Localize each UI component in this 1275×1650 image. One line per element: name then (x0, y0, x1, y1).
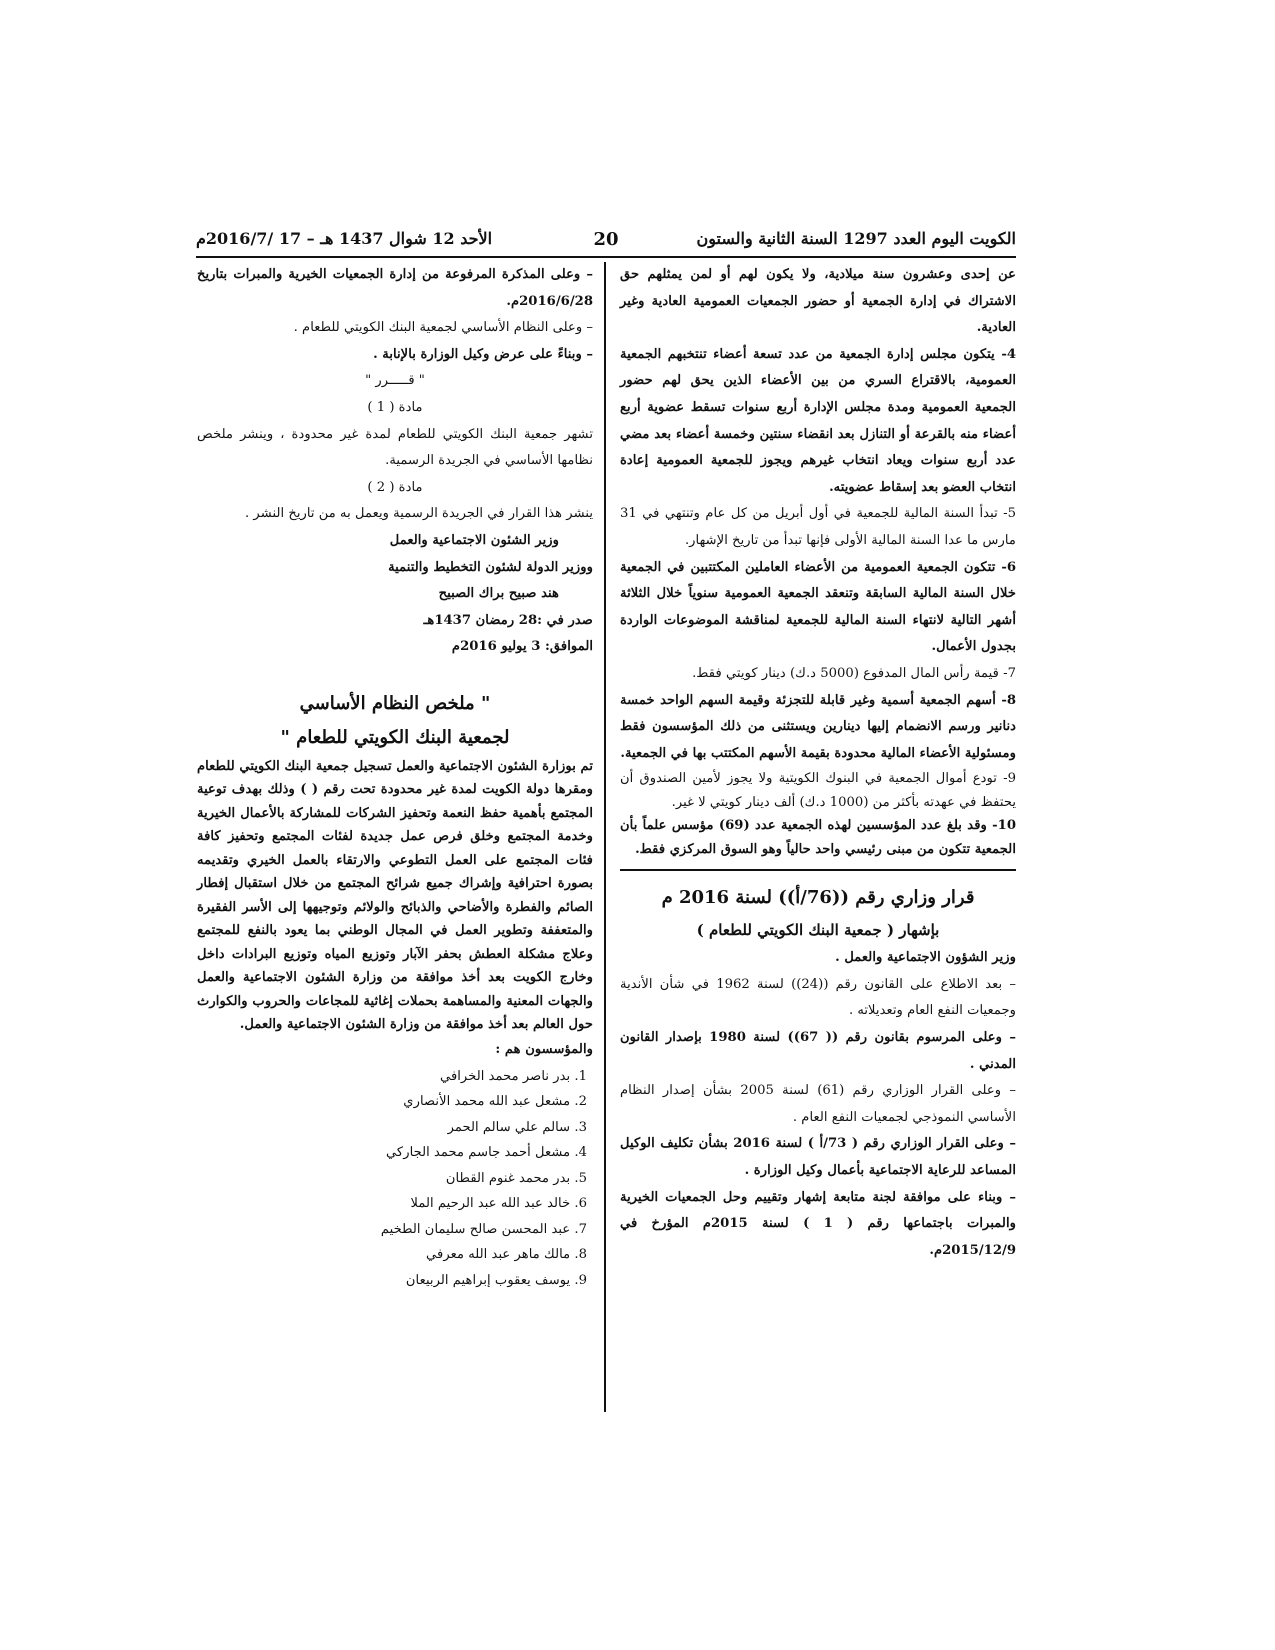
header-rule (196, 256, 1016, 258)
summary-subtitle: لجمعية البنك الكويتي للطعام " (280, 726, 510, 748)
spacer (197, 661, 593, 687)
recital: – وبناء على موافقة لجنة متابعة إشهار وتقييم وحل الجمعيات الخيرية والمبرات باجتماعها رقم ( 1 ) لسنة 2015م المؤرخ في 2015/12/9م. (620, 1189, 1016, 1258)
recital: – وعلى القرار الوزاري رقم (61) لسنة 2005 بشأن إصدار النظام الأساسي النموذجي لجمعيات النفع العام . (620, 1083, 1016, 1125)
list-item: 4. مشعل أحمد جاسم محمد الجاركي (385, 1145, 587, 1160)
paragraph: 9- تودع أموال الجمعية في البنوك الكويتية ولا يجوز لأمين الصندوق أن يحتفظ في عهدته بأكثر من (1000 د.ك) ألف دينار كويتي لا غير. (620, 771, 1016, 810)
list-item: 7. عبد المحسن صالح سليمان الطخيم (380, 1221, 587, 1237)
right-column (620, 262, 1016, 1264)
header-date: الأحد 12 شوال 1437 هـ – 17 /2016/7م (196, 229, 493, 248)
signature-name: هند صبيح براك الصبيح (438, 586, 559, 602)
recital: – بعد الاطلاع على القانون رقم ((24)) لسنة 1962 في شأن الأندية وجمعيات النفع العام وتعديلاته . (620, 976, 1016, 1019)
decides-heading: " قـــــرر " (365, 373, 425, 389)
summary-title: " ملخص النظام الأساسي (299, 692, 491, 714)
recital: – وعلى المذكرة المرفوعة من إدارة الجمعيات الخيرية والمبرات بتاريخ 2016/6/28م. (197, 267, 593, 309)
page-header (196, 229, 1016, 253)
article-title: مادة ( 1 ) (367, 399, 423, 415)
corresponding-date: الموافق: 3 يوليو 2016م (451, 639, 593, 655)
column-divider (604, 262, 606, 1412)
paragraph: 10- وقد بلغ عدد المؤسسين لهذه الجمعية عدد (69) مؤسس علماً بأن الجمعية تتكون من مبنى رئيسي واحد حالياً وهو السوق المركزي فقط. (620, 818, 1016, 857)
summary-body: تم بوزارة الشئون الاجتماعية والعمل تسجيل جمعية البنك الكويتي للطعام ومقرها دولة الكويت لمدة غير محدودة تحت رقم ( ) وذلك بهدف توعية المجتمع بأهمية حفظ النعمة وتحفيز الشركات للمشاركة بالأعمال الخيرية وخدمة المجتمع وخلق فرص عمل جديدة لفئات المجتمع وتحفيز كافة فئات المجتمع على العمل التطوعي والارتقاء بالعمل الخيري وتقديمه بصورة احترافية وإشراك جميع شرائح المجتمع من خلال استقبال إفطار الصائم والفطرة والأضاحي والذبائح والولائم وتوجيهها إلى الأسر الفقيرة والمتعففة وتطوير العمل في المجال الوطني بما يعود بالنفع للمجتمع وعلاج مشكلة العطش بحفر الآبار وتوزيع المياه وتوزيع البرادات داخل وخارج الكويت بعد أخذ موافقة من وزارة الشئون الاجتماعية والعمل والجهات المعنية والمساهمة بحملات إغاثية للمجاعات والحروب والكوارث حول العالم بعد أخذ موافقة من وزارة الشئون الاجتماعية والعمل. (197, 758, 593, 1033)
header-issue: الكويت اليوم العدد 1297 السنة الثانية والستون (696, 229, 1016, 248)
issued-date: صدر في :28 رمضان 1437هـ (423, 612, 593, 628)
article-title: مادة ( 2 ) (367, 479, 423, 495)
founders-label: والمؤسسون هم : (495, 1041, 593, 1057)
signature-title: وزير الشئون الاجتماعية والعمل (389, 532, 559, 548)
page-number: 20 (593, 229, 619, 250)
article-text: ينشر هذا القرار في الجريدة الرسمية ويعمل به من تاريخ النشر . (245, 506, 593, 522)
recital: – وعلى القرار الوزاري رقم ( 73/أ ) لسنة 2016 بشأن تكليف الوكيل المساعد للرعاية الاجتماعية بأعمال وكيل الوزارة . (620, 1136, 1016, 1179)
left-column (197, 262, 593, 1293)
paragraph: 7- قيمة رأس المال المدفوع (5000 د.ك) دينار كويتي فقط. (692, 665, 1016, 681)
list-item: 8. مالك ماهر عبد الله معرفي (426, 1247, 587, 1262)
paragraph: 4- يتكون مجلس إدارة الجمعية من عدد تسعة أعضاء تنتخبهم الجمعية العمومية، بالاقتراع السري من بين الأعضاء الذين يحق لهم حضور الجمعية العمومية ومدة مجلس الإدارة أربع سنوات تسقط عضوية أربع أعضاء منه بالقرعة أو التنازل بعد انقضاء سنتين وخمسة أعضاء بعد مضي عدد أربع سنوات ويعاد انتخاب غيرهم ويجوز للجمعية العمومية إعادة انتخاب العضو بعد إسقاط عضويته. (620, 346, 1016, 495)
list-item: 6. خالد عبد الله عبد الرحيم الملا (410, 1196, 587, 1211)
list-item: 5. بدر محمد غنوم القطان (445, 1170, 587, 1186)
decision-title: قرار وزاري رقم ((76/أ)) لسنة 2016 م (661, 887, 975, 909)
recital: – وعلى المرسوم بقانون رقم (( 67)) لسنة 1980 بإصدار القانون المدني . (620, 1030, 1016, 1072)
recital: – وعلى النظام الأساسي لجمعية البنك الكويتي للطعام . (293, 320, 593, 336)
paragraph: 8- أسهم الجمعية أسمية وغير قابلة للتجزئة وقيمة السهم الواحد خمسة دنانير ورسم الانضمام إليها دينارين ويستثنى من ذلك المؤسسون فقط ومسئولية الأعضاء المالية محدودة بقيمة الأسهم المكتتب بها في الجمعية. (620, 692, 1016, 761)
recital: – وبناءً على عرض وكيل الوزارة بالإنابة . (373, 346, 593, 362)
paragraph: عن إحدى وعشرون سنة ميلادية، ولا يكون لهم أو لمن يمثلهم حق الاشتراك في إدارة الجمعية أو حضور الجمعيات العمومية العادية وغير العادية. (620, 267, 1016, 336)
founders-list (197, 1064, 593, 1294)
list-item: 2. مشعل عبد الله محمد الأنصاري (403, 1094, 587, 1109)
signature-title: ووزير الدولة لشئون التخطيط والتنمية (388, 559, 593, 575)
decision-subtitle: بإشهار ( جمعية البنك الكويتي للطعام ) (696, 921, 940, 940)
paragraph: 5- تبدأ السنة المالية للجمعية في أول أبريل من كل عام وتنتهي في 31 مارس ما عدا السنة المالية الأولى فإنها تبدأ من تاريخ الإشهار. (620, 506, 1016, 548)
list-item: 9. يوسف يعقوب إبراهيم الربيعان (405, 1272, 587, 1288)
section-rule (620, 869, 1016, 871)
list-item: 1. بدر ناصر محمد الخرافي (439, 1068, 587, 1084)
list-item: 3. سالم علي سالم الحمر (447, 1119, 587, 1135)
paragraph: 6- تتكون الجمعية العمومية من الأعضاء العاملين المكتتبين في الجمعية خلال السنة المالية السابقة وتنعقد الجمعية العمومية سنوياً خلال الثلاثة أشهر التالية لانتهاء السنة المالية للجمعية لمناقشة الموضوعات الواردة بجدول الأعمال. (620, 559, 1016, 655)
article-text: تشهر جمعية البنك الكويتي للطعام لمدة غير محدودة ، وينشر ملخص نظامها الأساسي في الجريدة الرسمية. (197, 426, 593, 469)
minister-line: وزير الشؤون الاجتماعية والعمل . (835, 950, 1016, 966)
